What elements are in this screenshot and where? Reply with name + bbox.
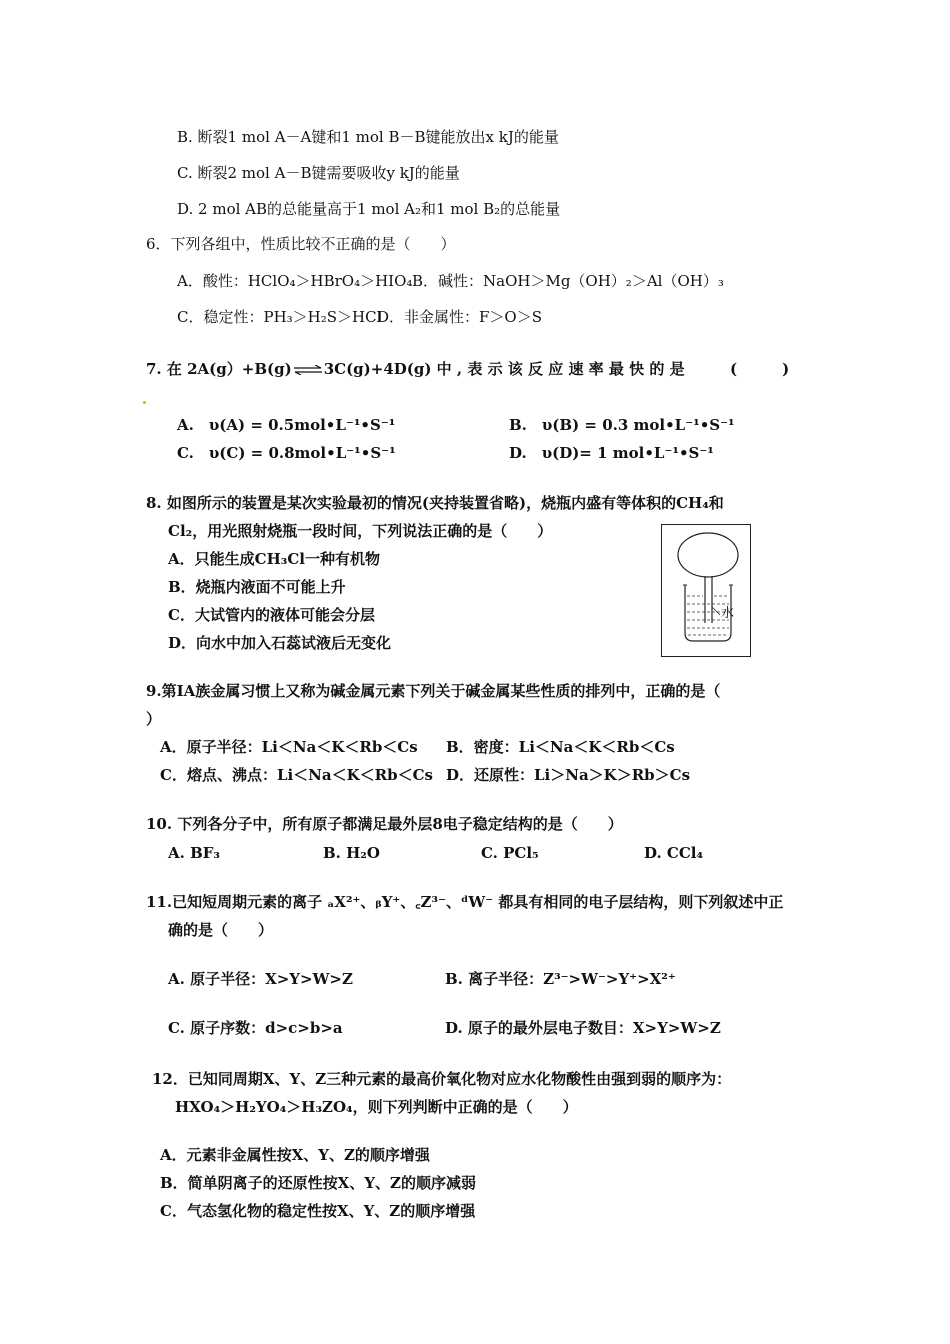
- equilibrium-arrow-icon: [293, 365, 323, 375]
- q10-option-d: D. CCl₄: [644, 844, 704, 862]
- flask-and-test-tube-diagram: [662, 525, 750, 656]
- q7-option-a: A. υ(A) = 0.5mol•L⁻¹•S⁻¹: [177, 416, 396, 434]
- q7-option-c: C. υ(C) = 0.8mol•L⁻¹•S⁻¹: [177, 444, 396, 462]
- q8-stem-line2: Cl₂，用光照射烧瓶一段时间，下列说法正确的是（ ）: [168, 522, 553, 540]
- q8-option-b: B．烧瓶内液面不可能上升: [168, 578, 346, 596]
- q5-option-c: C. 断裂2 mol A－B键需要吸收y kJ的能量: [177, 164, 460, 182]
- q6-option-c: C．稳定性：PH₃＞H₂S＞HCl: [177, 308, 382, 326]
- q11-option-d: D. 原子的最外层电子数目：X>Y>W>Z: [445, 1019, 721, 1037]
- q8-option-d: D．向水中加入石蕊试液后无变化: [168, 634, 392, 652]
- q9-stem-line1: 9.第ⅠA族金属习惯上又称为碱金属元素下列关于碱金属某些性质的排列中，正确的是（: [146, 682, 721, 700]
- q12-option-a: A．元素非金属性按X、Y、Z的顺序增强: [160, 1146, 430, 1164]
- q12-option-b: B．简单阴离子的还原性按X、Y、Z的顺序减弱: [160, 1174, 476, 1192]
- q12-option-c: C．气态氢化物的稳定性按X、Y、Z的顺序增强: [160, 1202, 476, 1220]
- q7-answer-paren: ( ): [730, 360, 790, 378]
- q10-option-c: C. PCl₅: [481, 844, 539, 862]
- q11-stem-line1: 11.已知短周期元素的离子 ₐX²⁺、ᵦY⁺、꜀Z³⁻、ᵈW⁻ 都具有相同的电子层结构，则下列叙述中正: [146, 893, 784, 911]
- q7-stem: [146, 359, 685, 379]
- q7-stem-right: 3C(g)+4D(g) 中 , 表 示 该 反 应 速 率 最 快 的 是: [323, 360, 685, 378]
- q8-option-c: C．大试管内的液体可能会分层: [168, 606, 375, 624]
- q6-option-d: D．非金属性：F＞O＞S: [377, 308, 543, 326]
- figure-label-water: 水: [721, 606, 735, 621]
- q10-option-a: A. BF₃: [168, 844, 220, 862]
- q8-option-a: A．只能生成CH₃Cl一种有机物: [168, 550, 380, 568]
- q9-option-c: C．熔点、沸点：Li＜Na＜K＜Rb＜Cs: [160, 766, 433, 784]
- q11-option-a: A. 原子半径：X>Y>W>Z: [168, 970, 353, 988]
- q12-stem-line2: HXO₄＞H₂YO₄＞H₃ZO₄，则下列判断中正确的是（ ）: [175, 1098, 578, 1116]
- q6-option-a: A．酸性：HClO₄＞HBrO₄＞HIO₄: [177, 272, 413, 290]
- q8-stem-line1: 8. 如图所示的装置是某次实验最初的情况(夹持装置省略)，烧瓶内盛有等体积的CH₄和: [146, 494, 724, 512]
- q9-stem-line2: ）: [146, 710, 162, 728]
- q10-stem: 10. 下列各分子中，所有原子都满足最外层8电子稳定结构的是（ ）: [146, 815, 623, 833]
- q6-stem: 6．下列各组中，性质比较不正确的是（ ）: [146, 235, 456, 253]
- q7-option-b: B. υ(B) = 0.3 mol•L⁻¹•S⁻¹: [509, 416, 735, 434]
- q11-option-b: B. 离子半径：Z³⁻>W⁻>Y⁺>X²⁺: [445, 970, 676, 988]
- q5-option-b: B. 断裂1 mol A－A键和1 mol B－B键能放出x kJ的能量: [177, 128, 559, 146]
- q6-option-b: B．碱性：NaOH＞Mg（OH）₂＞Al（OH）₃: [412, 272, 724, 290]
- q9-option-d: D．还原性：Li＞Na＞K＞Rb＞Cs: [446, 766, 691, 784]
- q10-option-b: B. H₂O: [323, 844, 380, 862]
- apparatus-figure: [661, 524, 751, 657]
- q9-option-b: B．密度：Li＜Na＜K＜Rb＜Cs: [446, 738, 675, 756]
- q7-option-d: D. υ(D)= 1 mol•L⁻¹•S⁻¹: [509, 444, 714, 462]
- q12-stem-line1: 12．已知同周期X、Y、Z三种元素的最高价氧化物对应水化物酸性由强到弱的顺序为：: [152, 1070, 732, 1088]
- q11-option-c: C. 原子序数：d>c>b>a: [168, 1019, 343, 1037]
- q11-stem-line2: 确的是（ ）: [168, 921, 274, 939]
- q7-stem-left: 7. 在 2A(g）+B(g): [146, 360, 292, 378]
- q9-option-a: A．原子半径：Li＜Na＜K＜Rb＜Cs: [160, 738, 418, 756]
- q5-option-d: D. 2 mol AB的总能量高于1 mol A₂和1 mol B₂的总能量: [177, 200, 561, 218]
- stray-mark: [143, 401, 146, 404]
